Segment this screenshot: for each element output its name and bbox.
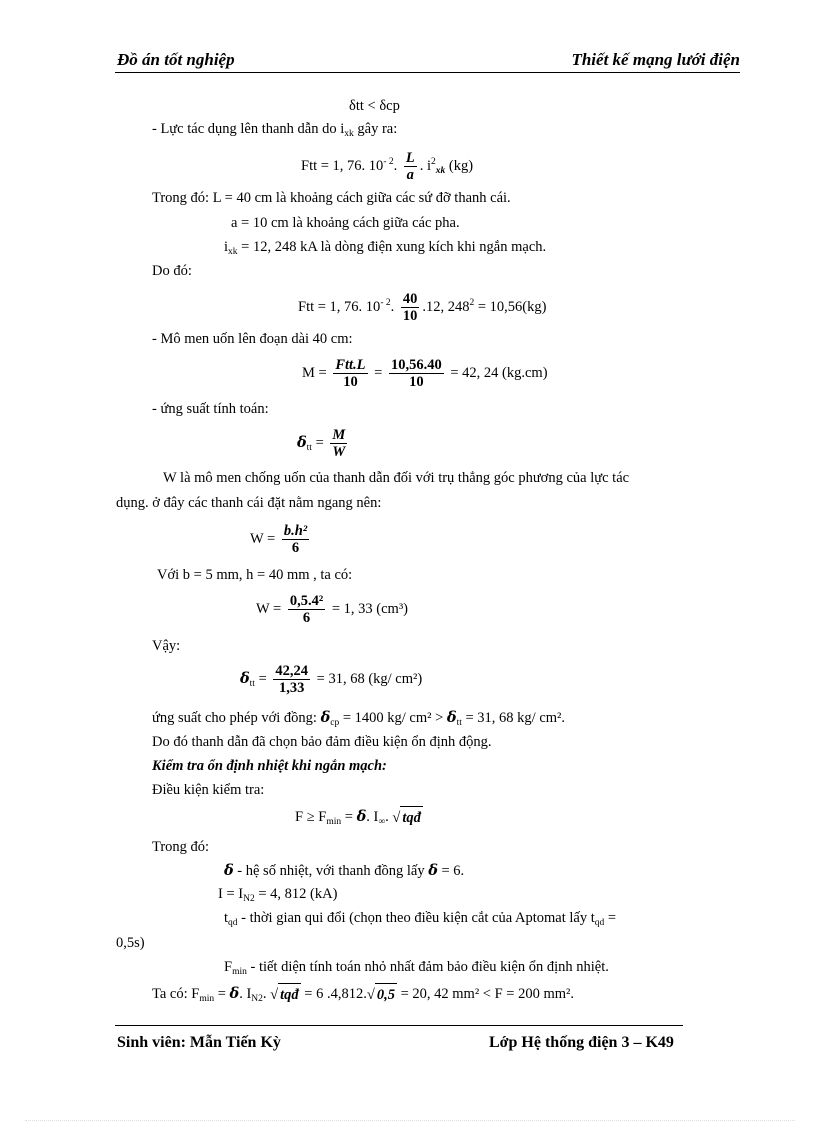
formula-moment: M = $\frac{\text{Ftt.L}}{10}$ = $\frac{10,56.40}{10}$ = 42, 24 (kg.cm): [302, 357, 548, 391]
text-line: $i_{xk} = 12$, 248 kA là dòng điện xung kích khi ngắn mạch.: [224, 239, 547, 257]
section-heading: Kiểm tra ổn định nhiệt khi ngắn mạch:: [152, 758, 387, 774]
page-bottom-divider: [25, 1120, 795, 1121]
formula-Fmin: Ta có: $F_{min} = \delta$. $I_{N2}$. √ tqđ = 6 .4,812.√ 0,5 = 20, 42 mm² < F = 200 mm².: [152, 983, 574, 1010]
text-line: Do đó thanh dẫn đã chọn bảo đảm điều kiện ổn định động.: [152, 734, 492, 750]
text-line: δ - hệ số nhiệt, với thanh đồng lấy δ = 6.: [224, 862, 465, 879]
formula-force-value: Ftt = 1, 76. $10^{- 2}$. $\frac{40}{10}$ .12, $248^2 = 10,56(kg)$: [298, 291, 547, 325]
text-line: Trong đó: L = 40 cm là khoảng cách giữa các sứ đỡ thanh cái.: [152, 190, 511, 206]
text-line: Với b = 5 mm, h = 40 mm , ta có:: [157, 567, 353, 583]
text-line: - ứng suất tính toán:: [152, 401, 269, 417]
sqrt: √ tqđ: [392, 806, 423, 829]
fraction: $\frac{L}{a}$: [405, 150, 415, 184]
formula-force: Ftt = 1, 76. $10^{- 2}$. $\frac{L}{a}$ . $i^2_{xk}$ (kg): [301, 150, 474, 184]
footer-class: Lớp Hệ thống điện 3 – K49: [489, 1034, 674, 1051]
fraction: $\frac{\text{0,5.4²}}{6}$: [289, 593, 324, 627]
sqrt: √ 0,5: [367, 983, 397, 1006]
header-right-title: Thiết kế mạng lưới điện: [571, 50, 740, 69]
formula-stress: $\delta_{tt}$ = $\frac{M}{W}$: [297, 427, 346, 461]
fraction: $\frac{\text{Ftt.L}}{10}$: [335, 357, 366, 391]
fraction: $\frac{10,56.40}{10}$: [390, 357, 442, 391]
sqrt: √ tqđ: [270, 983, 301, 1006]
text-line: Vậy:: [152, 638, 181, 654]
formula-condition: δtt < δcp: [349, 98, 400, 114]
text-line: ứng suất cho phép với đồng: $\delta_{cp} = 1400$ kg/ $cm^2 > \delta_{tt} = 31$, 68 kg/ cm².: [152, 709, 566, 728]
footer-student: Sinh viên: Mẫn Tiến Kỳ: [117, 1034, 281, 1051]
text-line: Do đó:: [152, 263, 192, 279]
text-line: 0,5s): [116, 935, 145, 951]
text-line: - Lực tác dụng lên thanh dẫn do $i_{xk}$ gây ra:: [152, 121, 398, 139]
footer-divider: [115, 1025, 683, 1026]
text-line: W là mô men chống uốn của thanh dẫn đối với trụ thẳng góc phương của lực tác: [163, 470, 630, 486]
text-line: Trong đó:: [152, 839, 210, 855]
formula-stress-value: $\delta_{tt}$ = $\frac{42,24}{1,33}$ = 31, 68 (kg/ cm²): [240, 663, 423, 697]
formula-W: W = $\frac{\text{b.h²}}{6}$: [250, 523, 308, 557]
text-line: dụng. ở đây các thanh cái đặt nằm ngang nên:: [116, 495, 382, 511]
fraction: $\frac{42,24}{1,33}$: [275, 663, 309, 697]
text-line: a = 10 cm là khoảng cách giữa các pha.: [231, 215, 460, 231]
formula-thermal-condition: $F \ge F_{min} = \delta$. $I_\infty$. √ tqđ: [295, 806, 423, 833]
header-left-title: Đồ án tốt nghiệp: [117, 50, 235, 69]
page-header: [115, 50, 740, 73]
text-line: $I = I_{N2} = 4$, 812 (kA): [218, 886, 338, 904]
fraction: $\frac{40}{10}$: [402, 291, 418, 325]
fraction: $\frac{\text{b.h²}}{6}$: [283, 523, 308, 557]
text-line: $F_{min}$ - tiết diện tính toán nhỏ nhất đảm bảo điều kiện ổn định nhiệt.: [224, 959, 609, 977]
text-line: Điều kiện kiểm tra:: [152, 782, 265, 798]
formula-W-value: W = $\frac{\text{0,5.4²}}{6}$ = 1, 33 (cm³): [256, 593, 408, 627]
text-line: $t_{qd}$ - thời gian qui đổi (chọn theo điều kiện cắt của Aptomat lấy $t_{qd}$ =: [224, 910, 617, 928]
fraction: $\frac{M}{W}$: [332, 427, 346, 461]
text-line: - Mô men uốn lên đoạn dài 40 cm:: [152, 331, 353, 347]
